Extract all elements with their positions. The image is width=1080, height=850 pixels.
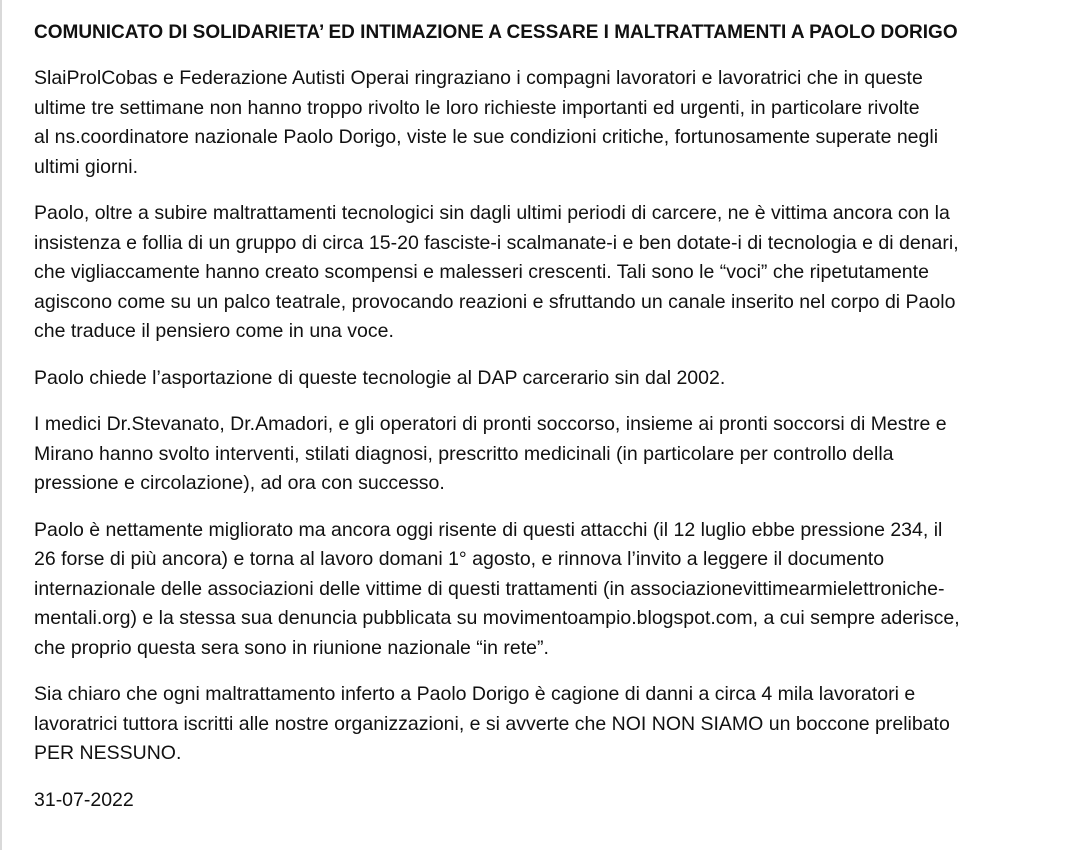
paragraph-line: agiscono come su un palco teatrale, provocando reazioni e sfruttando un canale inserito nel corpo di Paolo [34,290,956,313]
paragraph-line: che traduce il pensiero come in una voce. [34,320,394,342]
paragraph-line: lavoratrici tuttora iscritti alle nostre organizzazioni, e si avverte che NOI NON SIAMO un boccone prelibato [34,712,950,735]
paragraph-line: Paolo, oltre a subire maltrattamenti tecnologici sin dagli ultimi periodi di carcere, ne è vittima ancora con la [34,202,950,224]
document-body [34,18,1044,815]
paragraph-improvement [34,516,1044,664]
paragraph-line: pressione e circolazione), ad ora con successo. [34,472,445,494]
page-left-edge [0,0,2,850]
paragraph-line: Paolo chiede l’asportazione di queste tecnologie al DAP carcerario sin dal 2002. [34,366,726,389]
paragraph-line: al ns.coordinatore nazionale Paolo Dorigo, viste le sue condizioni critiche, fortunosamente superate negli [34,126,939,148]
paragraph-line: insistenza e follia di un gruppo di circa 15-20 fasciste-i scalmanate-i e ben dotate-i di tecnologia e di denari, [34,231,959,254]
paragraph-line: che vigliaccamente hanno creato scompensi e malesseri crescenti. Tali sono le “voci” che ripetutamente [34,261,929,283]
paragraph-line: PER NESSUNO. [34,742,182,764]
paragraph-removal-request [34,364,1044,394]
paragraph-line: mentali.org) e la stessa sua denuncia pubblicata su movimentoampio.blogspot.com, a cui sempre aderisce, [34,607,960,629]
paragraph-line: internazionale delle associazioni delle vittime di questi trattamenti (in associazionevittimearmielettroniche- [34,577,945,600]
paragraph-thanks [34,64,1044,182]
paragraph-line: Mirano hanno svolto interventi, stilati diagnosi, prescritto medicinali (in particolare per controllo della [34,442,894,465]
document-title: COMUNICATO DI SOLIDARIETA’ ED INTIMAZIONE A CESSARE I MALTRATTAMENTI A PAOLO DORIGO [34,22,958,43]
paragraph-mistreatment [34,199,1044,347]
paragraph-line: Paolo è nettamente migliorato ma ancora oggi risente di questi attacchi (il 12 luglio ebbe pressione 234, il [34,518,943,541]
paragraph-line: che proprio questa sera sono in riunione nazionale “in rete”. [34,636,549,659]
document-date: 31-07-2022 [34,788,134,811]
paragraph-line: I medici Dr.Stevanato, Dr.Amadori, e gli operatori di pronti soccorso, insieme ai pronti soccorsi di Mestre e [34,413,947,435]
paragraph-line: ultimi giorni. [34,155,139,178]
paragraph-line: 26 forse di più ancora) e torna al lavoro domani 1° agosto, e rinnova l’invito a leggere il documento [34,548,885,570]
paragraph-warning [34,680,1044,769]
paragraph-line: ultime tre settimane non hanno troppo rivolto le loro richieste importanti ed urgenti, in particolare rivolte [34,96,920,119]
paragraph-doctors [34,410,1044,499]
paragraph-line: Sia chiaro che ogni maltrattamento inferto a Paolo Dorigo è cagione di danni a circa 4 mila lavoratori e [34,683,916,705]
paragraph-line: SlaiProlCobas e Federazione Autisti Operai ringraziano i compagni lavoratori e lavoratrici che in queste [34,67,923,89]
